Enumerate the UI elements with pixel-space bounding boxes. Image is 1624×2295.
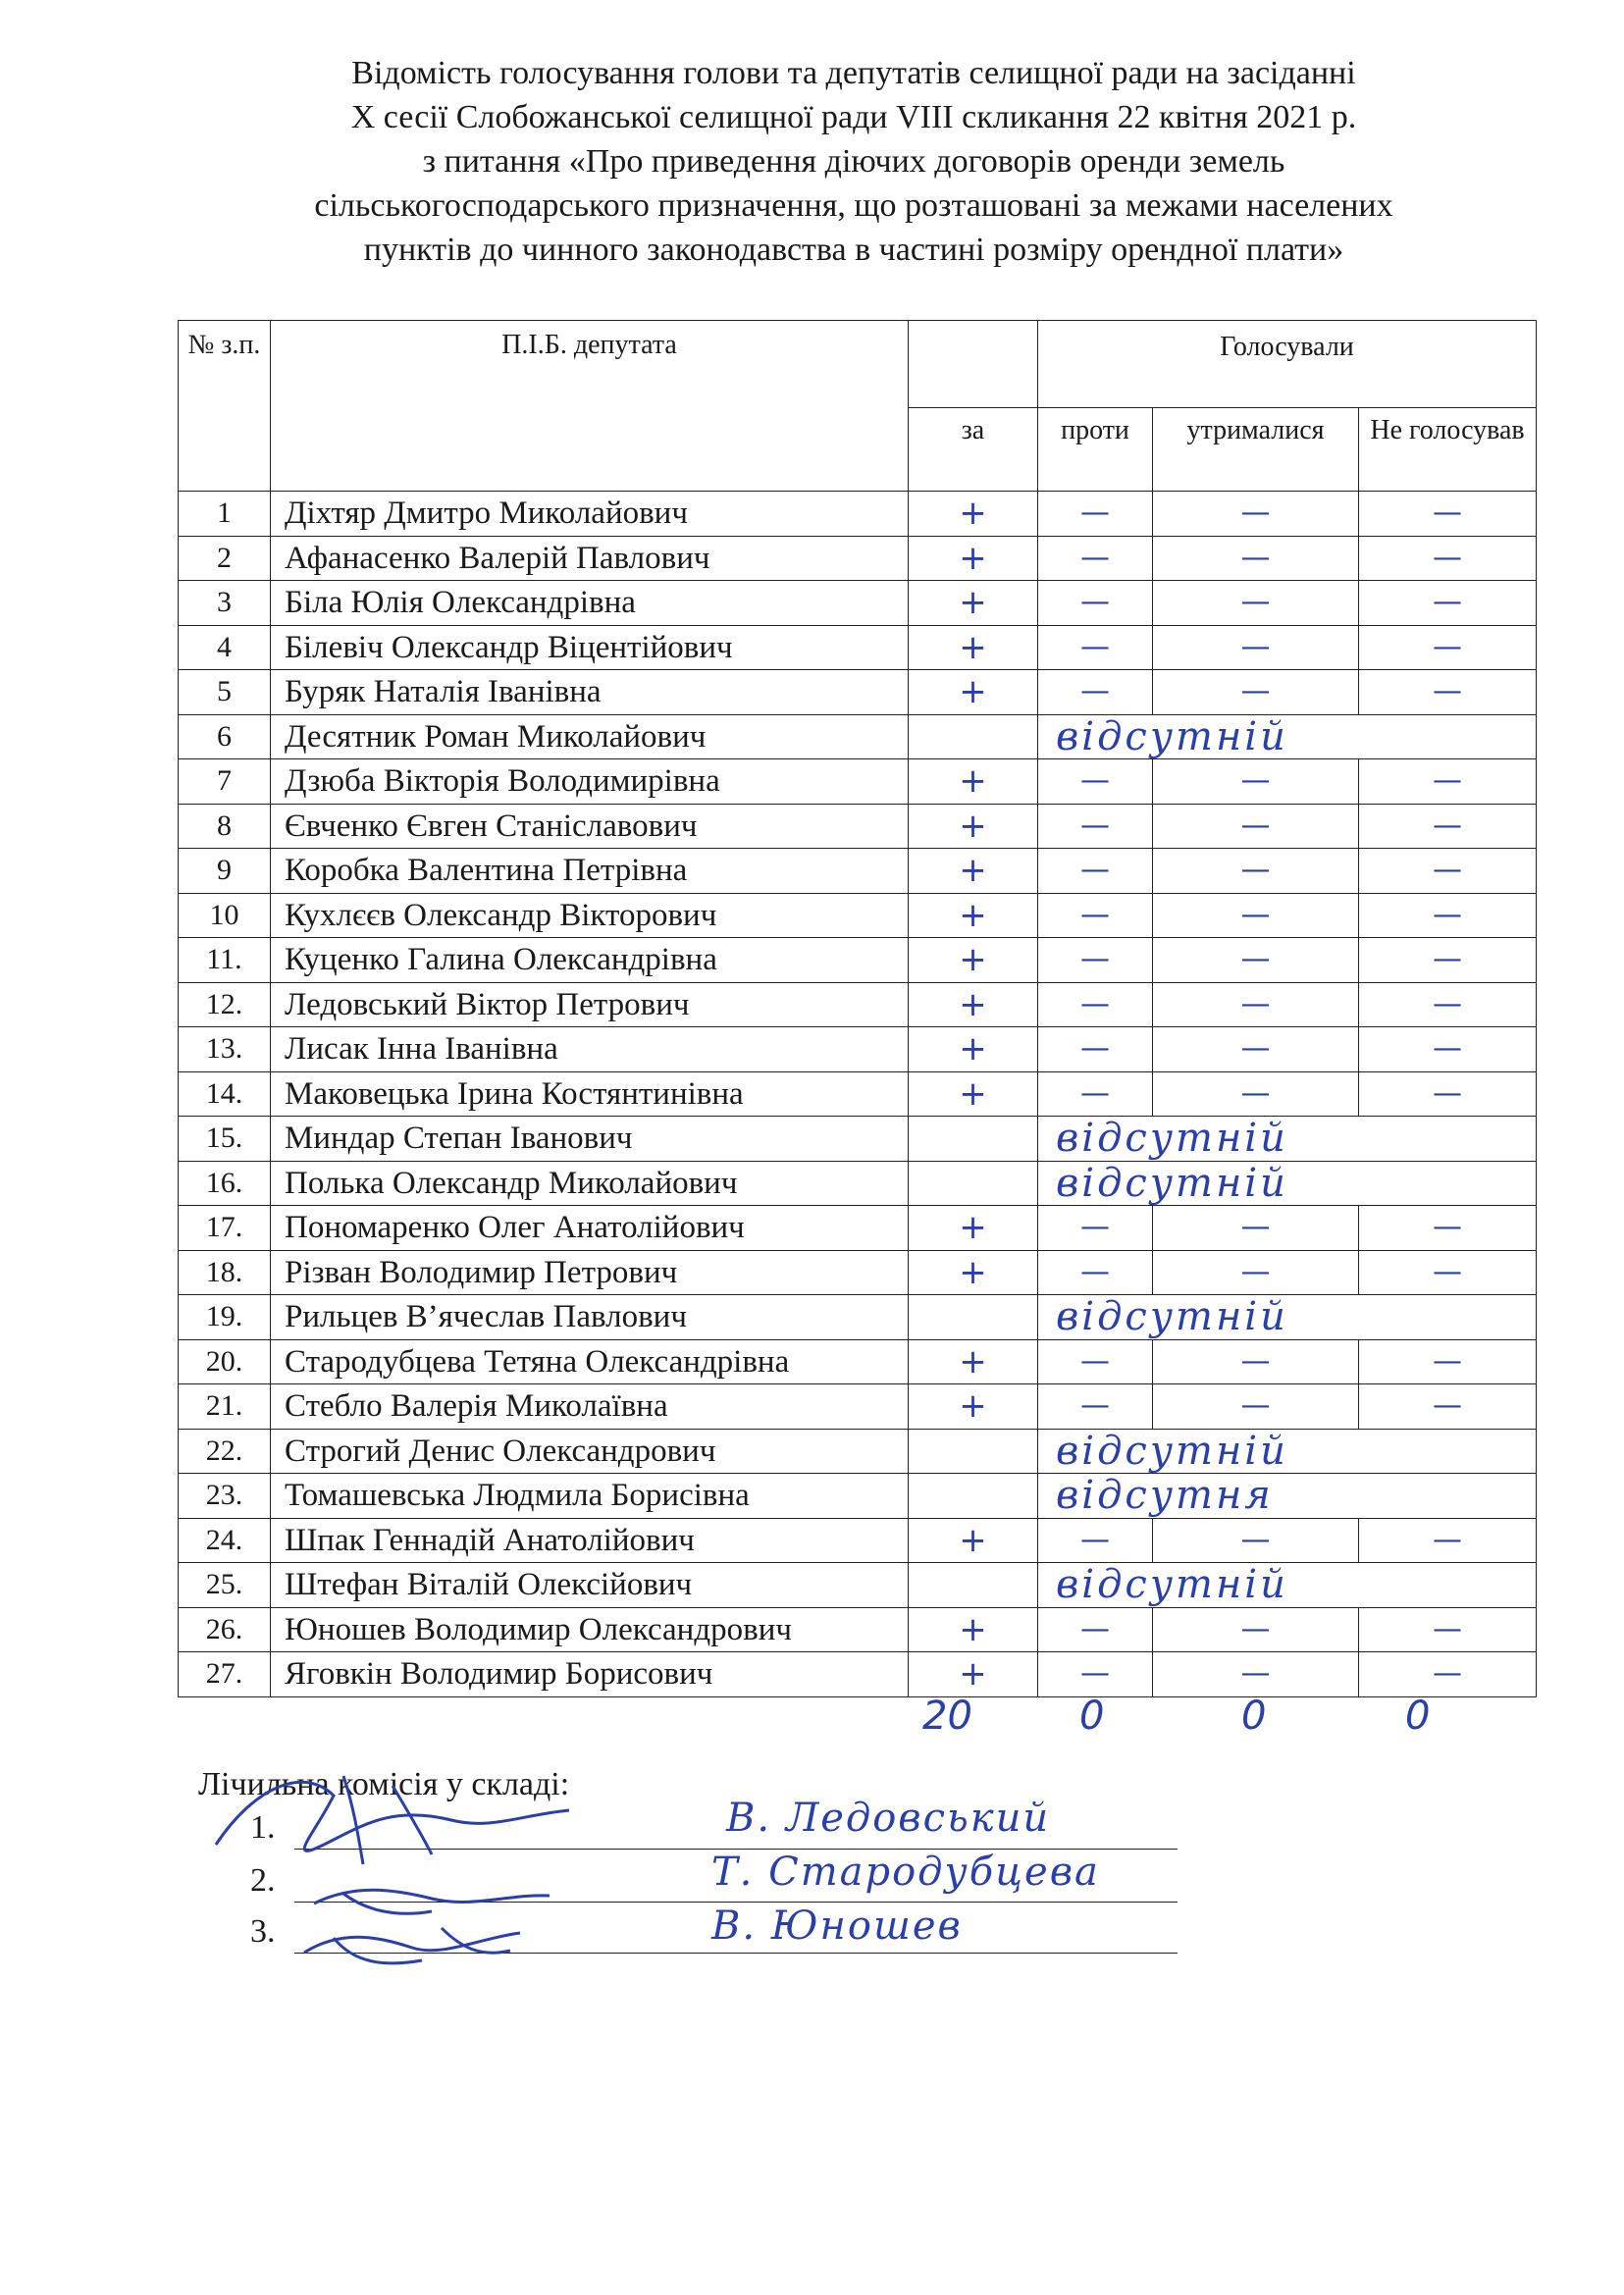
table-row [179,849,1537,894]
vote-abstained-dash: — [1153,492,1359,537]
signature-scribble-2 [314,1890,550,1913]
row-number: 25. [179,1563,271,1608]
vote-za-mark: + [909,492,1038,537]
deputy-name: Куценко Галина Олександрівна [271,938,909,983]
row-number: 12. [179,982,271,1027]
row-number: 13. [179,1027,271,1072]
document-title [147,51,1560,272]
absent-note: відсутній [1038,1563,1537,1608]
absent-note: відсутній [1038,1161,1537,1206]
vote-against-dash: — [1038,536,1153,581]
title-line-1: Відомість голосування голови та депутатів селищної ради на засіданні [351,55,1356,91]
vote-against-dash: — [1038,1206,1153,1251]
vote-not-voted-dash: — [1359,1250,1537,1295]
deputy-name: Томашевська Людмила Борисівна [271,1474,909,1519]
row-number: 7 [179,759,271,805]
vote-not-voted-dash: — [1359,982,1537,1027]
table-row [179,1117,1537,1162]
vote-not-voted-dash: — [1359,581,1537,626]
header-abstained: утрималися [1153,408,1359,492]
vote-not-voted-dash: — [1359,1027,1537,1072]
table-row [179,1250,1537,1295]
signature-name-1: В. Ледовський [726,1796,1051,1841]
vote-against-dash: — [1038,1384,1153,1430]
vote-za-cell [909,1295,1038,1340]
vote-against-dash: — [1038,982,1153,1027]
row-number: 26. [179,1607,271,1652]
header-number: № з.п. [179,321,271,492]
vote-za-mark: + [909,938,1038,983]
vote-za-cell [909,1429,1038,1474]
vote-abstained-dash: — [1153,982,1359,1027]
row-number: 5 [179,670,271,715]
absent-note: відсутній [1038,1117,1537,1162]
row-number: 6 [179,714,271,759]
table-row [179,1518,1537,1563]
vote-against-dash: — [1038,1652,1153,1697]
vote-not-voted-dash: — [1359,492,1537,537]
vote-abstained-dash: — [1153,1027,1359,1072]
row-number: 10 [179,893,271,938]
vote-abstained-dash: — [1153,1206,1359,1251]
deputy-name: Лисак Інна Іванівна [271,1027,909,1072]
total-abstained: 0 [1241,1694,1267,1739]
vote-not-voted-dash: — [1359,1607,1537,1652]
vote-against-dash: — [1038,1339,1153,1384]
table-row [179,1295,1537,1340]
vote-abstained-dash: — [1153,1071,1359,1117]
vote-za-mark: + [909,1652,1038,1697]
vote-za-cell [909,1563,1038,1608]
vote-not-voted-dash: — [1359,536,1537,581]
deputy-name: Маковецька Ірина Костянтинівна [271,1071,909,1117]
vote-against-dash: — [1038,492,1153,537]
deputy-name: Афанасенко Валерій Павлович [271,536,909,581]
vote-not-voted-dash: — [1359,1071,1537,1117]
vote-za-mark: + [909,759,1038,805]
commission-label: Лічильна комісія у складі: [198,1766,570,1802]
deputy-name: Шпак Геннадій Анатолійович [271,1518,909,1563]
vote-abstained-dash: — [1153,1607,1359,1652]
row-number: 17. [179,1206,271,1251]
signature-name-2: Т. Стародубцева [711,1850,1100,1895]
table-row [179,804,1537,849]
vote-za-mark: + [909,625,1038,670]
vote-not-voted-dash: — [1359,759,1537,805]
table-row [179,1474,1537,1519]
vote-against-dash: — [1038,581,1153,626]
table-row [179,1652,1537,1697]
vote-abstained-dash: — [1153,670,1359,715]
vote-abstained-dash: — [1153,1250,1359,1295]
header-za-top [909,321,1038,408]
vote-abstained-dash: — [1153,893,1359,938]
vote-against-dash: — [1038,1250,1153,1295]
vote-za-mark: + [909,1206,1038,1251]
vote-za-mark: + [909,536,1038,581]
absent-note: відсутній [1038,714,1537,759]
table-row [179,1384,1537,1430]
table-row [179,1563,1537,1608]
table-row [179,1027,1537,1072]
table-row [179,1161,1537,1206]
table-row [179,982,1537,1027]
deputy-name: Ледовський Віктор Петрович [271,982,909,1027]
row-number: 9 [179,849,271,894]
deputy-name: Рильцев В’ячеслав Павлович [271,1295,909,1340]
title-line-4: сільськогосподарського призначення, що розташовані за межами населених [314,187,1393,224]
vote-abstained-dash: — [1153,1518,1359,1563]
title-line-2: Х сесії Слобожанської селищної ради VIII скликання 22 квітня 2021 р. [350,99,1357,135]
header-against: проти [1038,408,1153,492]
vote-za-mark: + [909,804,1038,849]
member-number-3: 3. [250,1913,276,1950]
row-number: 22. [179,1429,271,1474]
vote-against-dash: — [1038,1071,1153,1117]
vote-abstained-dash: — [1153,804,1359,849]
total-za: 20 [922,1694,972,1739]
vote-against-dash: — [1038,804,1153,849]
vote-za-mark: + [909,581,1038,626]
absent-note: відсутня [1038,1474,1537,1519]
vote-za-cell [909,714,1038,759]
deputy-name: Строгий Денис Олександрович [271,1429,909,1474]
vote-za-mark: + [909,1518,1038,1563]
vote-za-mark: + [909,670,1038,715]
row-number: 19. [179,1295,271,1340]
vote-abstained-dash: — [1153,1384,1359,1430]
header-voted: Голосували [1038,321,1537,408]
vote-za-mark: + [909,1384,1038,1430]
vote-not-voted-dash: — [1359,1652,1537,1697]
row-number: 21. [179,1384,271,1430]
vote-against-dash: — [1038,849,1153,894]
title-line-5: пунктів до чинного законодавства в частині розміру орендної плати» [363,232,1344,268]
table-row [179,1206,1537,1251]
table-row [179,1429,1537,1474]
handwritten-signatures [196,1727,608,1982]
vote-not-voted-dash: — [1359,1518,1537,1563]
title-line-3: з питання «Про приведення діючих договорів оренди земель [422,143,1285,180]
vote-za-cell [909,1161,1038,1206]
member-number-2: 2. [250,1862,276,1899]
row-number: 24. [179,1518,271,1563]
vote-against-dash: — [1038,1607,1153,1652]
vote-not-voted-dash: — [1359,1384,1537,1430]
deputy-name: Різван Володимир Петрович [271,1250,909,1295]
vote-against-dash: — [1038,625,1153,670]
vote-za-cell [909,1117,1038,1162]
deputy-name: Полька Олександр Миколайович [271,1161,909,1206]
vote-abstained-dash: — [1153,1652,1359,1697]
deputy-name: Штефан Віталій Олексійович [271,1563,909,1608]
vote-za-mark: + [909,849,1038,894]
signature-scribble-3 [304,1928,520,1963]
row-number: 16. [179,1161,271,1206]
vote-not-voted-dash: — [1359,849,1537,894]
vote-za-mark: + [909,982,1038,1027]
vote-against-dash: — [1038,1518,1153,1563]
table-row [179,492,1537,537]
vote-za-mark: + [909,1339,1038,1384]
row-number: 14. [179,1071,271,1117]
table-row [179,759,1537,805]
deputy-name: Юношев Володимир Олександрович [271,1607,909,1652]
voting-table-body [179,492,1537,1697]
row-number: 8 [179,804,271,849]
table-row [179,670,1537,715]
deputy-name: Білевіч Олександр Віцентійович [271,625,909,670]
signature-scribble-1 [216,1782,569,1851]
deputy-name: Євченко Євген Станіславович [271,804,909,849]
vote-za-mark: + [909,1250,1038,1295]
row-number: 18. [179,1250,271,1295]
vote-abstained-dash: — [1153,581,1359,626]
vote-against-dash: — [1038,759,1153,805]
vote-against-dash: — [1038,1027,1153,1072]
deputy-name: Діхтяр Дмитро Миколайович [271,492,909,537]
table-row [179,1339,1537,1384]
deputy-name: Пономаренко Олег Анатолійович [271,1206,909,1251]
deputy-name: Біла Юлія Олександрівна [271,581,909,626]
absent-note: відсутній [1038,1429,1537,1474]
vote-not-voted-dash: — [1359,1339,1537,1384]
vote-against-dash: — [1038,938,1153,983]
vote-against-dash: — [1038,893,1153,938]
row-number: 3 [179,581,271,626]
vote-za-mark: + [909,893,1038,938]
row-number: 23. [179,1474,271,1519]
vote-not-voted-dash: — [1359,1206,1537,1251]
table-row [179,625,1537,670]
vote-not-voted-dash: — [1359,938,1537,983]
row-number: 20. [179,1339,271,1384]
header-deputy-name: П.І.Б. депутата [271,321,909,492]
vote-abstained-dash: — [1153,1339,1359,1384]
table-row [179,536,1537,581]
header-not-voted: Не голосував [1359,408,1537,492]
row-number: 15. [179,1117,271,1162]
vote-za-cell [909,1474,1038,1519]
table-row [179,581,1537,626]
deputy-name: Яговкін Володимир Борисович [271,1652,909,1697]
table-row [179,938,1537,983]
table-row [179,1071,1537,1117]
vote-not-voted-dash: — [1359,893,1537,938]
vote-abstained-dash: — [1153,536,1359,581]
vote-abstained-dash: — [1153,938,1359,983]
table-row [179,893,1537,938]
table-row [179,1607,1537,1652]
absent-note: відсутній [1038,1295,1537,1340]
total-against: 0 [1079,1694,1105,1739]
row-number: 4 [179,625,271,670]
deputy-name: Дзюба Вікторія Володимирівна [271,759,909,805]
header-za: за [909,408,1038,492]
deputy-name: Миндар Степан Іванович [271,1117,909,1162]
deputy-name: Стебло Валерія Миколаївна [271,1384,909,1430]
table-row [179,714,1537,759]
vote-not-voted-dash: — [1359,625,1537,670]
vote-not-voted-dash: — [1359,804,1537,849]
deputy-name: Десятник Роман Миколайович [271,714,909,759]
vote-abstained-dash: — [1153,625,1359,670]
deputy-name: Стародубцева Тетяна Олександрівна [271,1339,909,1384]
row-number: 1 [179,492,271,537]
row-number: 11. [179,938,271,983]
row-number: 2 [179,536,271,581]
signature-scribble-1b [343,1776,432,1864]
vote-not-voted-dash: — [1359,670,1537,715]
deputy-name: Коробка Валентина Петрівна [271,849,909,894]
deputy-name: Буряк Наталія Іванівна [271,670,909,715]
total-not-voted: 0 [1405,1694,1431,1739]
vote-za-mark: + [909,1607,1038,1652]
signature-name-3: В. Юношев [711,1904,963,1949]
row-number: 27. [179,1652,271,1697]
vote-za-mark: + [909,1027,1038,1072]
deputy-name: Кухлєєв Олександр Вікторович [271,893,909,938]
member-number-1: 1. [250,1809,276,1846]
vote-against-dash: — [1038,670,1153,715]
voting-table [178,320,1537,1697]
vote-za-mark: + [909,1071,1038,1117]
vote-abstained-dash: — [1153,759,1359,805]
vote-abstained-dash: — [1153,849,1359,894]
